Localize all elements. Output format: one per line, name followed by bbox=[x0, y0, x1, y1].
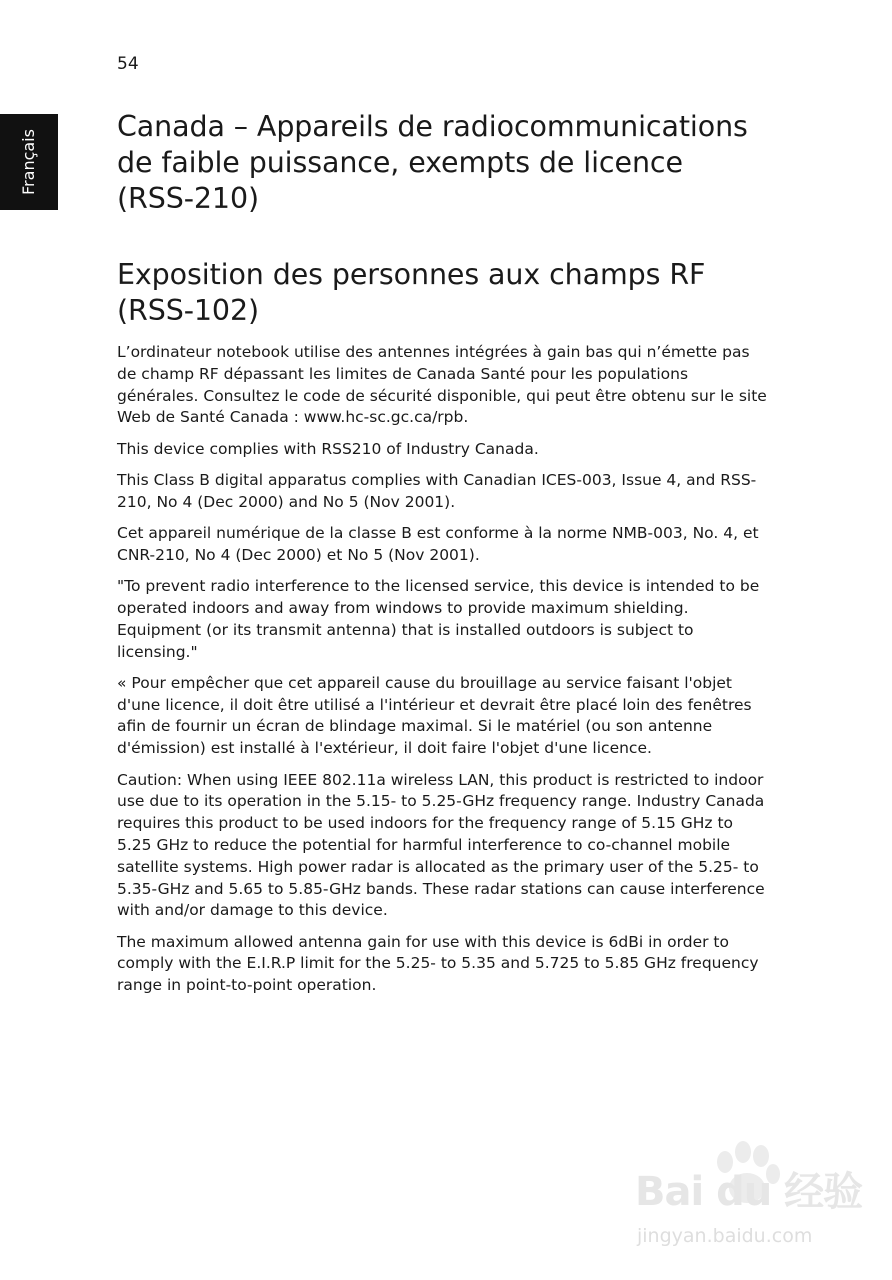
paragraph-health-canada: L’ordinateur notebook utilise des antennes intégrées à gain bas qui n’émette pas de champ RF dépassant les limites de Canada Santé pour les populations générales. Consultez le code de sécurité disponible, qui peut être obtenu sur le site Web de Santé Canada : www.hc-sc.gc.ca/rpb. bbox=[117, 343, 767, 427]
baidu-watermark bbox=[635, 1140, 863, 1265]
language-side-tab bbox=[0, 114, 58, 210]
paragraph-antenna-gain: The maximum allowed antenna gain for use with this device is 6dBi in order to comply with the E.I.R.P limit for the 5.25- to 5.35 and 5.725 to 5.85 GHz frequency range in point-to-point operation. bbox=[117, 932, 759, 995]
section-title: Canada – Appareils de radiocommunications de faible puissance, exempts de licence (RSS-210) bbox=[117, 110, 748, 215]
main-content bbox=[117, 109, 767, 1007]
section-subtitle: Exposition des personnes aux champs RF (RSS-102) bbox=[117, 258, 706, 327]
body-text bbox=[117, 342, 767, 997]
page-number: 54 bbox=[117, 54, 139, 74]
language-side-tab-label: Français bbox=[19, 129, 38, 195]
paragraph-interference-fr: « Pour empêcher que cet appareil cause du brouillage au service faisant l'objet d'une licence, il doit être utilisé a l'intérieur et devrait être placé loin des fenêtres afin de fournir un écran de blindage maximal. Si le matériel (ou son antenne d'émission) est installé à l'extérieur, il doit faire l'objet d'une licence. bbox=[117, 673, 752, 758]
watermark-url: jingyan.baidu.com bbox=[637, 1225, 813, 1247]
paragraph-ices003: This Class B digital apparatus complies with Canadian ICES-003, Issue 4, and RSS-210, No 4 (Dec 2000) and No 5 (Nov 2001). bbox=[117, 470, 757, 511]
paragraph-interference-en: "To prevent radio interference to the licensed service, this device is intended to be operated indoors and away from windows to provide maximum shielding. Equipment (or its transmit antenna) that is installed outdoors is subject to licensing." bbox=[117, 577, 760, 661]
paragraph-rss210: This device complies with RSS210 of Industry Canada. bbox=[117, 439, 539, 458]
paragraph-nmb003: Cet appareil numérique de la classe B est conforme à la norme NMB-003, No. 4, et CNR-210, No 4 (Dec 2000) et No 5 (Nov 2001). bbox=[117, 524, 759, 564]
paragraph-caution: Caution: When using IEEE 802.11a wireless LAN, this product is restricted to indoor use due to its operation in the 5.15- to 5.25-GHz frequency range. Industry Canada requires this product to be used indoors for the frequency range of 5.15 GHz to 5.25 GHz to reduce the potential for harmful interference to co-channel mobile satellite systems. High power radar is allocated as the primary user of the 5.25- to 5.35-GHz and 5.65 to 5.85-GHz bands. These radar stations can cause interference with and/or damage to this device. bbox=[117, 770, 765, 920]
watermark-brand: Bai du 经验 bbox=[635, 1169, 863, 1215]
